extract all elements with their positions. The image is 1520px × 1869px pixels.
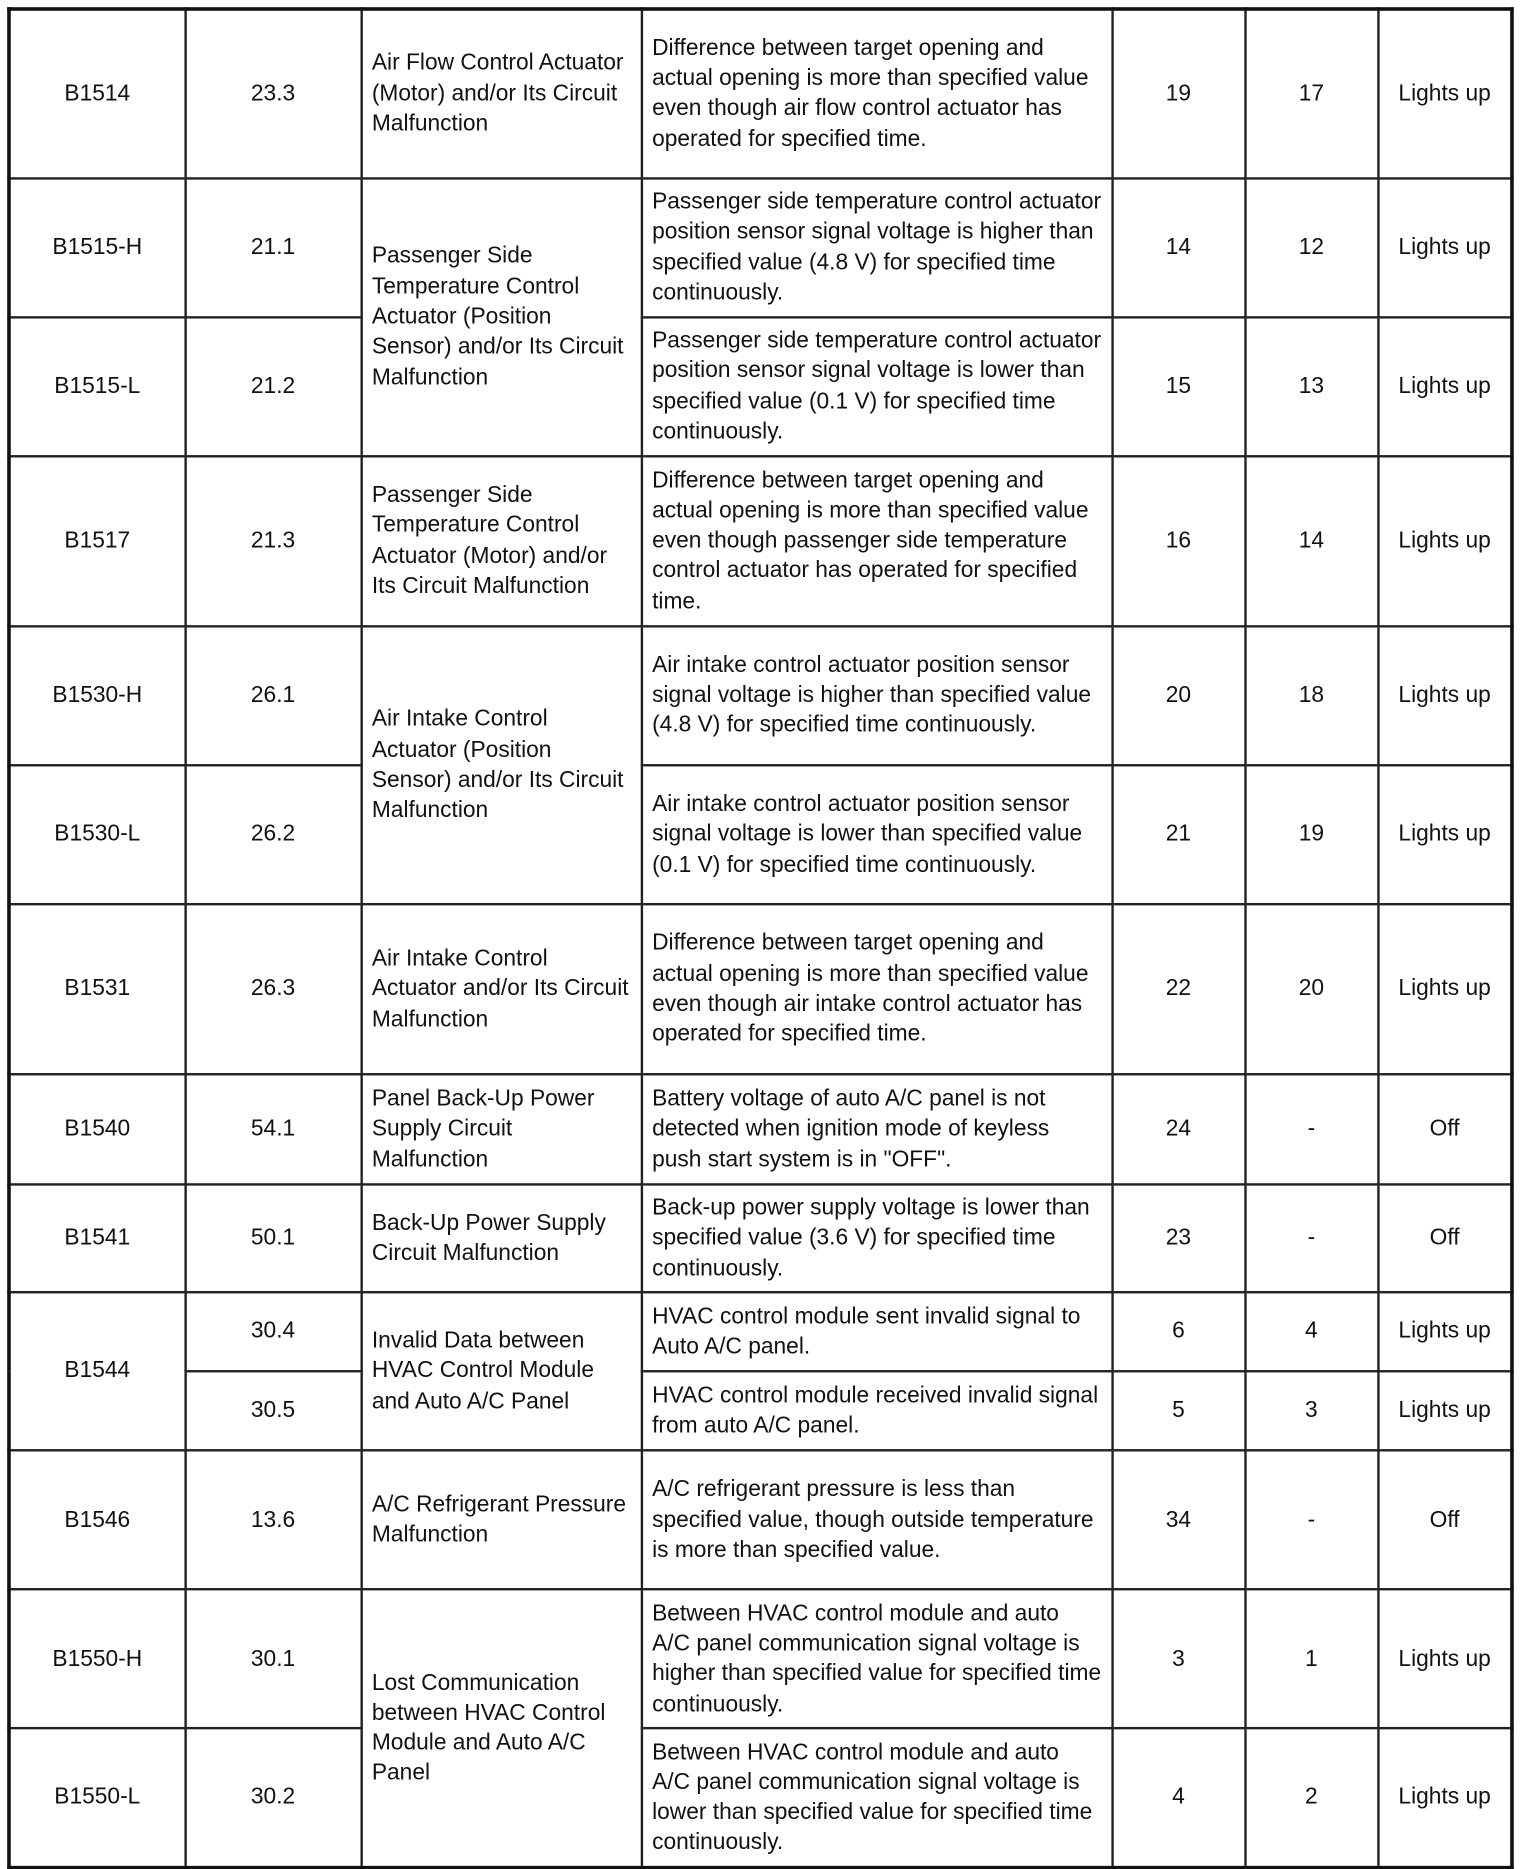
indicator-lamp: Lights up [1378,904,1512,1074]
blink-count-1: 5 [1112,1371,1245,1450]
diag-code: 30.4 [185,1292,361,1371]
table-row [9,626,1512,765]
indicator-lamp: Lights up [1378,178,1512,317]
detection-condition: HVAC control module received invalid signal from auto A/C panel. [641,1371,1112,1450]
indicator-lamp: Off [1378,1184,1512,1292]
detection-item: Invalid Data between HVAC Control Module and Auto A/C Panel [361,1292,641,1450]
detection-item: Air Intake Control Actuator and/or Its Circuit Malfunction [361,904,641,1074]
detection-item: Panel Back-Up Power Supply Circuit Malfunction [361,1074,641,1184]
indicator-lamp: Lights up [1378,456,1512,626]
table-row [9,9,1512,178]
blink-count-2: - [1245,1074,1378,1184]
diag-code: 30.2 [185,1728,361,1867]
indicator-lamp: Off [1378,1450,1512,1589]
dtc-code: B1530-L [9,765,185,904]
diag-code: 21.2 [185,317,361,456]
blink-count-2: 19 [1245,765,1378,904]
indicator-lamp: Lights up [1378,1292,1512,1371]
blink-count-1: 34 [1112,1450,1245,1589]
blink-count-1: 24 [1112,1074,1245,1184]
table-row [9,1371,1512,1450]
blink-count-1: 15 [1112,317,1245,456]
blink-count-1: 6 [1112,1292,1245,1371]
table-row [9,178,1512,317]
detection-condition: Passenger side temperature control actuator position sensor signal voltage is lower than specified value (0.1 V) for specified time continuously. [641,317,1112,456]
indicator-lamp: Lights up [1378,9,1512,178]
dtc-code: B1517 [9,456,185,626]
diag-code: 30.5 [185,1371,361,1450]
blink-count-2: 14 [1245,456,1378,626]
dtc-table [7,7,1514,1869]
blink-count-2: 13 [1245,317,1378,456]
blink-count-1: 19 [1112,9,1245,178]
diag-code: 26.2 [185,765,361,904]
detection-item: Passenger Side Temperature Control Actuator (Position Sensor) and/or Its Circuit Malfunction [361,178,641,456]
blink-count-2: 1 [1245,1589,1378,1728]
indicator-lamp: Lights up [1378,626,1512,765]
diag-code: 50.1 [185,1184,361,1292]
dtc-code: B1514 [9,9,185,178]
blink-count-2: 2 [1245,1728,1378,1867]
detection-condition: A/C refrigerant pressure is less than specified value, though outside temperature is more than specified value. [641,1450,1112,1589]
blink-count-1: 21 [1112,765,1245,904]
detection-item: Back-Up Power Supply Circuit Malfunction [361,1184,641,1292]
detection-item: Lost Communication between HVAC Control Module and Auto A/C Panel [361,1589,641,1867]
blink-count-1: 16 [1112,456,1245,626]
table-row [9,1074,1512,1184]
dtc-code: B1550-L [9,1728,185,1867]
table-row [9,317,1512,456]
blink-count-2: 4 [1245,1292,1378,1371]
blink-count-2: 17 [1245,9,1378,178]
indicator-lamp: Lights up [1378,1589,1512,1728]
diag-code: 13.6 [185,1450,361,1589]
dtc-code: B1531 [9,904,185,1074]
blink-count-2: - [1245,1184,1378,1292]
detection-condition: Battery voltage of auto A/C panel is not detected when ignition mode of keyless push start system is in "OFF". [641,1074,1112,1184]
dtc-code: B1515-H [9,178,185,317]
diag-code: 21.3 [185,456,361,626]
dtc-code: B1540 [9,1074,185,1184]
diag-code: 23.3 [185,9,361,178]
detection-condition: Air intake control actuator position sensor signal voltage is higher than specified value (4.8 V) for specified time continuously. [641,626,1112,765]
indicator-lamp: Off [1378,1074,1512,1184]
table-row [9,1589,1512,1728]
dtc-code: B1550-H [9,1589,185,1728]
dtc-code: B1546 [9,1450,185,1589]
table-row [9,904,1512,1074]
indicator-lamp: Lights up [1378,765,1512,904]
blink-count-1: 23 [1112,1184,1245,1292]
detection-item: Passenger Side Temperature Control Actuator (Motor) and/or Its Circuit Malfunction [361,456,641,626]
blink-count-2: - [1245,1450,1378,1589]
diag-code: 21.1 [185,178,361,317]
detection-condition: Between HVAC control module and auto A/C panel communication signal voltage is higher than specified value for specified time continuously. [641,1589,1112,1728]
diag-code: 26.3 [185,904,361,1074]
blink-count-1: 14 [1112,178,1245,317]
detection-condition: HVAC control module sent invalid signal to Auto A/C panel. [641,1292,1112,1371]
blink-count-2: 3 [1245,1371,1378,1450]
detection-item: A/C Refrigerant Pressure Malfunction [361,1450,641,1589]
indicator-lamp: Lights up [1378,317,1512,456]
detection-item: Air Intake Control Actuator (Position Sensor) and/or Its Circuit Malfunction [361,626,641,904]
blink-count-1: 4 [1112,1728,1245,1867]
table-row [9,1728,1512,1867]
indicator-lamp: Lights up [1378,1728,1512,1867]
table-row [9,1292,1512,1371]
table-row [9,456,1512,626]
blink-count-1: 3 [1112,1589,1245,1728]
table-row [9,765,1512,904]
blink-count-2: 20 [1245,904,1378,1074]
table-row [9,1184,1512,1292]
diag-code: 26.1 [185,626,361,765]
diag-code: 30.1 [185,1589,361,1728]
detection-condition: Back-up power supply voltage is lower than specified value (3.6 V) for specified time continuously. [641,1184,1112,1292]
detection-condition: Air intake control actuator position sensor signal voltage is lower than specified value (0.1 V) for specified time continuously. [641,765,1112,904]
blink-count-1: 20 [1112,626,1245,765]
blink-count-1: 22 [1112,904,1245,1074]
dtc-code: B1541 [9,1184,185,1292]
detection-condition: Difference between target opening and actual opening is more than specified value even though passenger side temperature control actuator has operated for specified time. [641,456,1112,626]
dtc-code: B1544 [9,1292,185,1450]
detection-condition: Passenger side temperature control actuator position sensor signal voltage is higher than specified value (4.8 V) for specified time continuously. [641,178,1112,317]
dtc-code: B1530-H [9,626,185,765]
detection-condition: Difference between target opening and actual opening is more than specified value even though air intake control actuator has operated for specified time. [641,904,1112,1074]
detection-condition: Between HVAC control module and auto A/C panel communication signal voltage is lower than specified value for specified time continuously. [641,1728,1112,1867]
indicator-lamp: Lights up [1378,1371,1512,1450]
dtc-code: B1515-L [9,317,185,456]
table-row [9,1450,1512,1589]
blink-count-2: 18 [1245,626,1378,765]
diag-code: 54.1 [185,1074,361,1184]
detection-item: Air Flow Control Actuator (Motor) and/or Its Circuit Malfunction [361,9,641,178]
blink-count-2: 12 [1245,178,1378,317]
detection-condition: Difference between target opening and actual opening is more than specified value even though air flow control actuator has operated for specified time. [641,9,1112,178]
